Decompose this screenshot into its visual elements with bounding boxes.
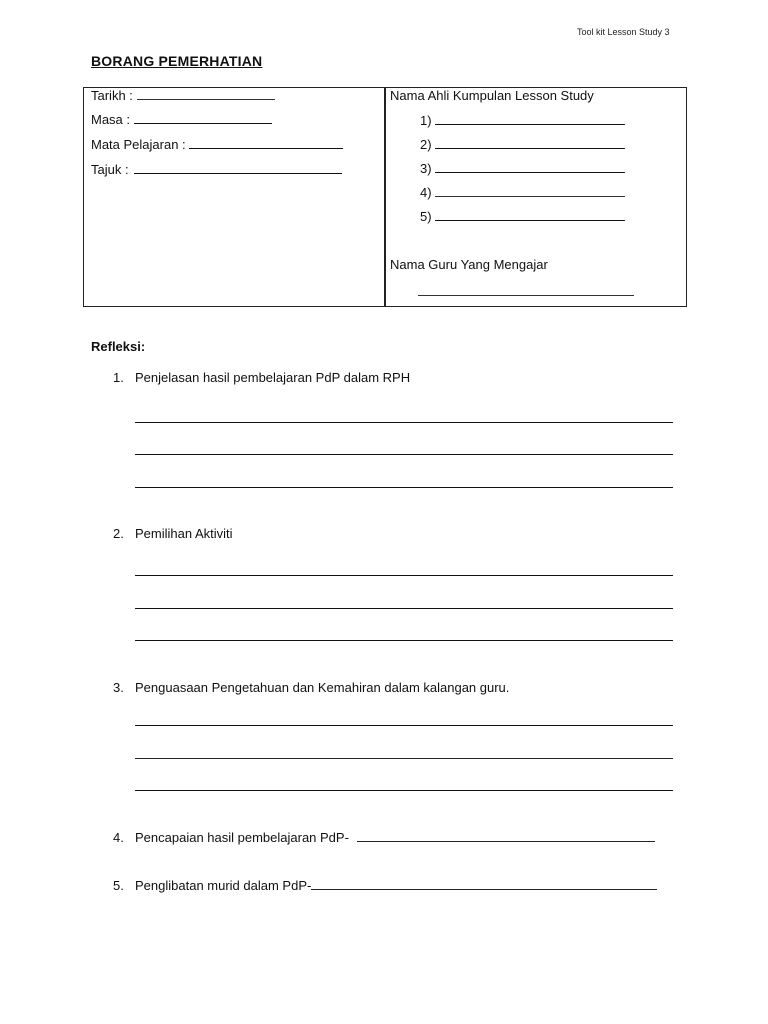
answer-line[interactable] [135,575,673,576]
field-tajuk-blank[interactable] [134,162,342,174]
member-name-blank[interactable] [435,209,625,221]
answer-line[interactable] [135,422,673,423]
field-mata-pelajaran-label: Mata Pelajaran : [91,137,186,152]
question-text: Penglibatan murid dalam PdP- [135,878,312,893]
question-2 [113,526,233,541]
answer-line[interactable] [135,608,673,609]
field-tarikh [91,88,275,103]
answer-line[interactable] [135,640,673,641]
member-row-1 [420,113,625,128]
field-tajuk-label: Tajuk : [91,162,129,177]
reflection-heading: Refleksi: [91,339,146,354]
answer-line[interactable] [135,758,673,759]
question-number: 3. [113,680,124,695]
question-number: 2. [113,526,124,541]
field-tarikh-label: Tarikh : [91,88,133,103]
teacher-heading: Nama Guru Yang Mengajar [390,257,548,272]
question-number: 5. [113,878,124,893]
member-number: 3) [420,161,432,176]
field-masa-label: Masa : [91,112,131,127]
member-name-blank[interactable] [435,137,625,149]
answer-line[interactable] [135,790,673,791]
field-tarikh-blank[interactable] [137,88,275,100]
question-text: Penjelasan hasil pembelajaran PdP dalam RPH [135,370,411,385]
question-3 [113,680,509,695]
field-mata-pelajaran-blank[interactable] [189,137,343,149]
member-number: 2) [420,137,432,152]
member-row-2 [420,137,625,152]
member-row-4 [420,185,625,200]
answer-line[interactable] [135,725,673,726]
question-number: 1. [113,370,124,385]
member-row-3 [420,161,625,176]
member-number: 5) [420,209,432,224]
question-text: Pemilihan Aktiviti [135,526,233,541]
inline-answer-blank[interactable] [357,830,655,842]
field-masa-blank[interactable] [134,112,272,124]
member-heading: Nama Ahli Kumpulan Lesson Study [390,88,594,103]
answer-line[interactable] [135,454,673,455]
member-name-blank[interactable] [435,113,625,125]
form-title: BORANG PEMERHATIAN [91,53,263,69]
question-number: 4. [113,830,124,845]
teacher-name-blank[interactable] [418,295,634,296]
info-box-divider [384,87,386,307]
header-note: Tool kit Lesson Study 3 [577,27,670,37]
member-number: 1) [420,113,432,128]
field-masa [91,112,272,127]
question-4 [113,830,655,845]
member-name-blank[interactable] [435,161,625,173]
question-1 [113,370,410,385]
question-text: Penguasaan Pengetahuan dan Kemahiran dalam kalangan guru. [135,680,510,695]
answer-line[interactable] [135,487,673,488]
member-number: 4) [420,185,432,200]
field-mata-pelajaran [91,137,343,152]
question-text: Pencapaian hasil pembelajaran PdP- [135,830,349,845]
member-name-blank[interactable] [435,185,625,197]
question-5 [113,878,657,893]
member-row-5 [420,209,625,224]
field-tajuk [91,162,342,177]
inline-answer-blank[interactable] [311,878,657,890]
